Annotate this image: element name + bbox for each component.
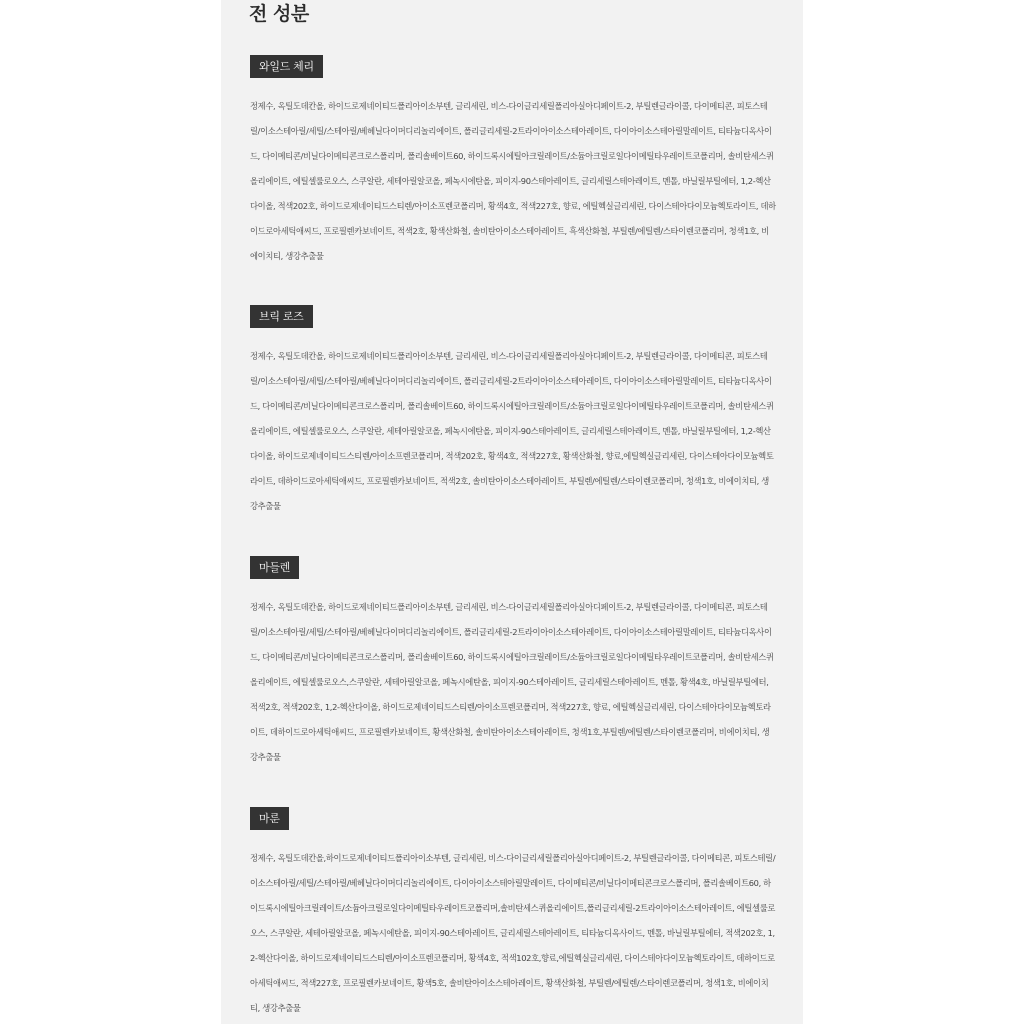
ingredient-list: 정제수, 옥틸도데칸올, 하이드로제네이티드폴리아이소부텐, 글리세린, 비스-다이글리세릴폴리아실아디페이트-2, 부틸렌글라이콜, 다이메티콘, 피토스테릴/이소스테아릴/세틸/스테아릴/베헤닐다이머디리놀리에이트, 폴리글리세릴-2트라이아이소스테아레이트, 다이아이소스테아릴말레이트, 티타늄디옥사이드, 다이메티콘/비닐다이메티콘크로스폴리머, 폴리솔베이트60, 하이드록시에틸아크릴레이트/소듐아크릴로일다이메틸타우레이트코폴리머, 솔비탄세스퀴올리에이트, 에틸셀룰로오스, 스쿠알란, 세테아릴알코올, 페녹시에탄올, 피이지-90스테아레이트, 글리세릴스테아레이트, 멘톨, 바닐릴부틸에터, 1,2-헥산다이올, 적색202호, 하이드로제네이티드스티렌/아이소프렌코폴리머, 황색4호, 적색227호, 향료, 에틸헥실글리세린, 다이스테아다이모늄헥토라이트, 데하이드로아세틱애씨드, 프로필렌카보네이트, 적색2호, 황색산화철, 솔비탄아이소스테아레이트, 흑색산화철, 부틸렌/에틸렌/스타이렌코폴리머, 청색1호, 비에이치티, 생강추출물 <box>250 101 776 261</box>
product-name-badge: 마들렌 <box>250 556 299 579</box>
product-name-badge: 브릭 로즈 <box>250 305 313 328</box>
page-title: 전 성분 <box>249 3 309 25</box>
product-section-wild-cherry <box>250 55 776 269</box>
ingredient-list: 정제수, 옥틸도데칸올,하이드로제네이티드폴리아이소부텐, 글리세린, 비스-다이글리세릴폴리아실아디페이트-2, 부틸렌글라이콜, 다이메티콘, 피토스테릴/이소스테아릴/세틸/스테아릴/베헤닐다이머디리놀리에이트, 다이아이소스테아릴말레이트, 다이메티콘/비닐다이메티콘크로스폴리머, 폴리솔베이트60, 하이드록시에틸아크릴레이트/소듐아크릴로일다이메틸타우레이트코폴리머,솔비탄세스퀴올리에이트,폴리글리세릴-2트라이아이소스테아레이트, 에틸셀룰로오스, 스쿠알란, 세테아릴알코올, 페녹시에탄올, 피이지-90스테아레이트, 글리세릴스테아레이트, 티타늄디옥사이드, 멘톨, 바닐릴부틸에터, 적색202호, 1,2-헥산다이올, 하이드로제네이티드스티렌/아이소프렌코폴리머, 황색4호, 적색102호,향료,에틸헥실글리세린, 다이스테아다이모늄헥토라이트, 데하이드로아세틱애씨드, 적색227호, 프로필렌카보네이트, 황색5호, 솔비탄아이소스테아레이트, 황색산화철, 부틸렌/에틸렌/스타이렌코폴리머, 청색1호, 비에이치티, 생강추출물 <box>250 853 776 1013</box>
ingredients-panel <box>221 0 803 1024</box>
product-name-badge: 마룬 <box>250 807 289 830</box>
product-name-badge: 와일드 체리 <box>250 55 323 78</box>
product-section-maroon <box>250 807 776 1021</box>
ingredient-list: 정제수, 옥틸도데칸올, 하이드로제네이티드폴리아이소부텐, 글리세린, 비스-다이글리세릴폴리아실아디페이트-2, 부틸렌글라이콜, 다이메티콘, 피토스테릴/이소스테아릴/세틸/스테아릴/베헤닐다이머디리놀리에이트, 폴리글리세릴-2트라이아이소스테아레이트, 다이아이소스테아릴말레이트, 티타늄디옥사이드, 다이메티콘/비닐다이메티콘크로스폴리머, 폴리솔베이트60, 하이드록시에틸아크릴레이트/소듐아크릴로일다이메틸타우레이트코폴리머, 솔비탄세스퀴올리에이트, 에틸셀룰로오스,스쿠알란, 세테아릴알코올, 페녹시에탄올, 피이지-90스테아레이트, 글리세릴스테아레이트, 멘톨, 황색4호, 바닐릴부틸에터, 적색2호, 적색202호, 1,2-헥산다이올, 하이드로제네이티드스티렌/아이소프렌코폴리머, 적색227호, 향료, 에틸헥실글리세린, 다이스테아다이모늄헥토라이트, 데하이드로아세틱애씨드, 프로필렌카보네이트, 황색산화철, 솔비탄아이소스테아레이트, 청색1호,부틸렌/에틸렌/스타이렌코폴리머, 비에이치티, 생강추출물 <box>250 602 774 762</box>
product-section-brick-rose <box>250 305 776 519</box>
product-section-madeleine <box>250 556 776 770</box>
ingredient-list: 정제수, 옥틸도데칸올, 하이드로제네이티드폴리아이소부텐, 글리세린, 비스-다이글리세릴폴리아실아디페이트-2, 부틸렌글라이콜, 다이메티콘, 피토스테릴/이소스테아릴/세틸/스테아릴/베헤닐다이머디리놀리에이트, 폴리글리세릴-2트라이아이소스테아레이트, 다이아이소스테아릴말레이트, 티타늄디옥사이드, 다이메티콘/비닐다이메티콘크로스폴리머, 폴리솔베이트60, 하이드록시에틸아크릴레이트/소듐아크릴로일다이메틸타우레이트코폴리머, 솔비탄세스퀴올리에이트, 에틸셀룰로오스, 스쿠알란, 세테아릴알코올, 페녹시에탄올, 피이지-90스테아레이트, 글리세릴스테아레이트, 멘톨, 바닐릴부틸에터, 1,2-헥산다이올, 하이드로제네이티드스티렌/아이소프렌코폴리머, 적색202호, 황색4호, 적색227호, 황색산화철, 향료,에틸헥실글리세린, 다이스테아다이모늄헥토라이트, 데하이드로아세틱애씨드, 프로필렌카보네이트, 적색2호, 솔비탄아이소스테아레이트, 부틸렌/에틸렌/스타이렌코폴리머, 청색1호, 비에이치티, 생강추출물 <box>250 351 774 511</box>
